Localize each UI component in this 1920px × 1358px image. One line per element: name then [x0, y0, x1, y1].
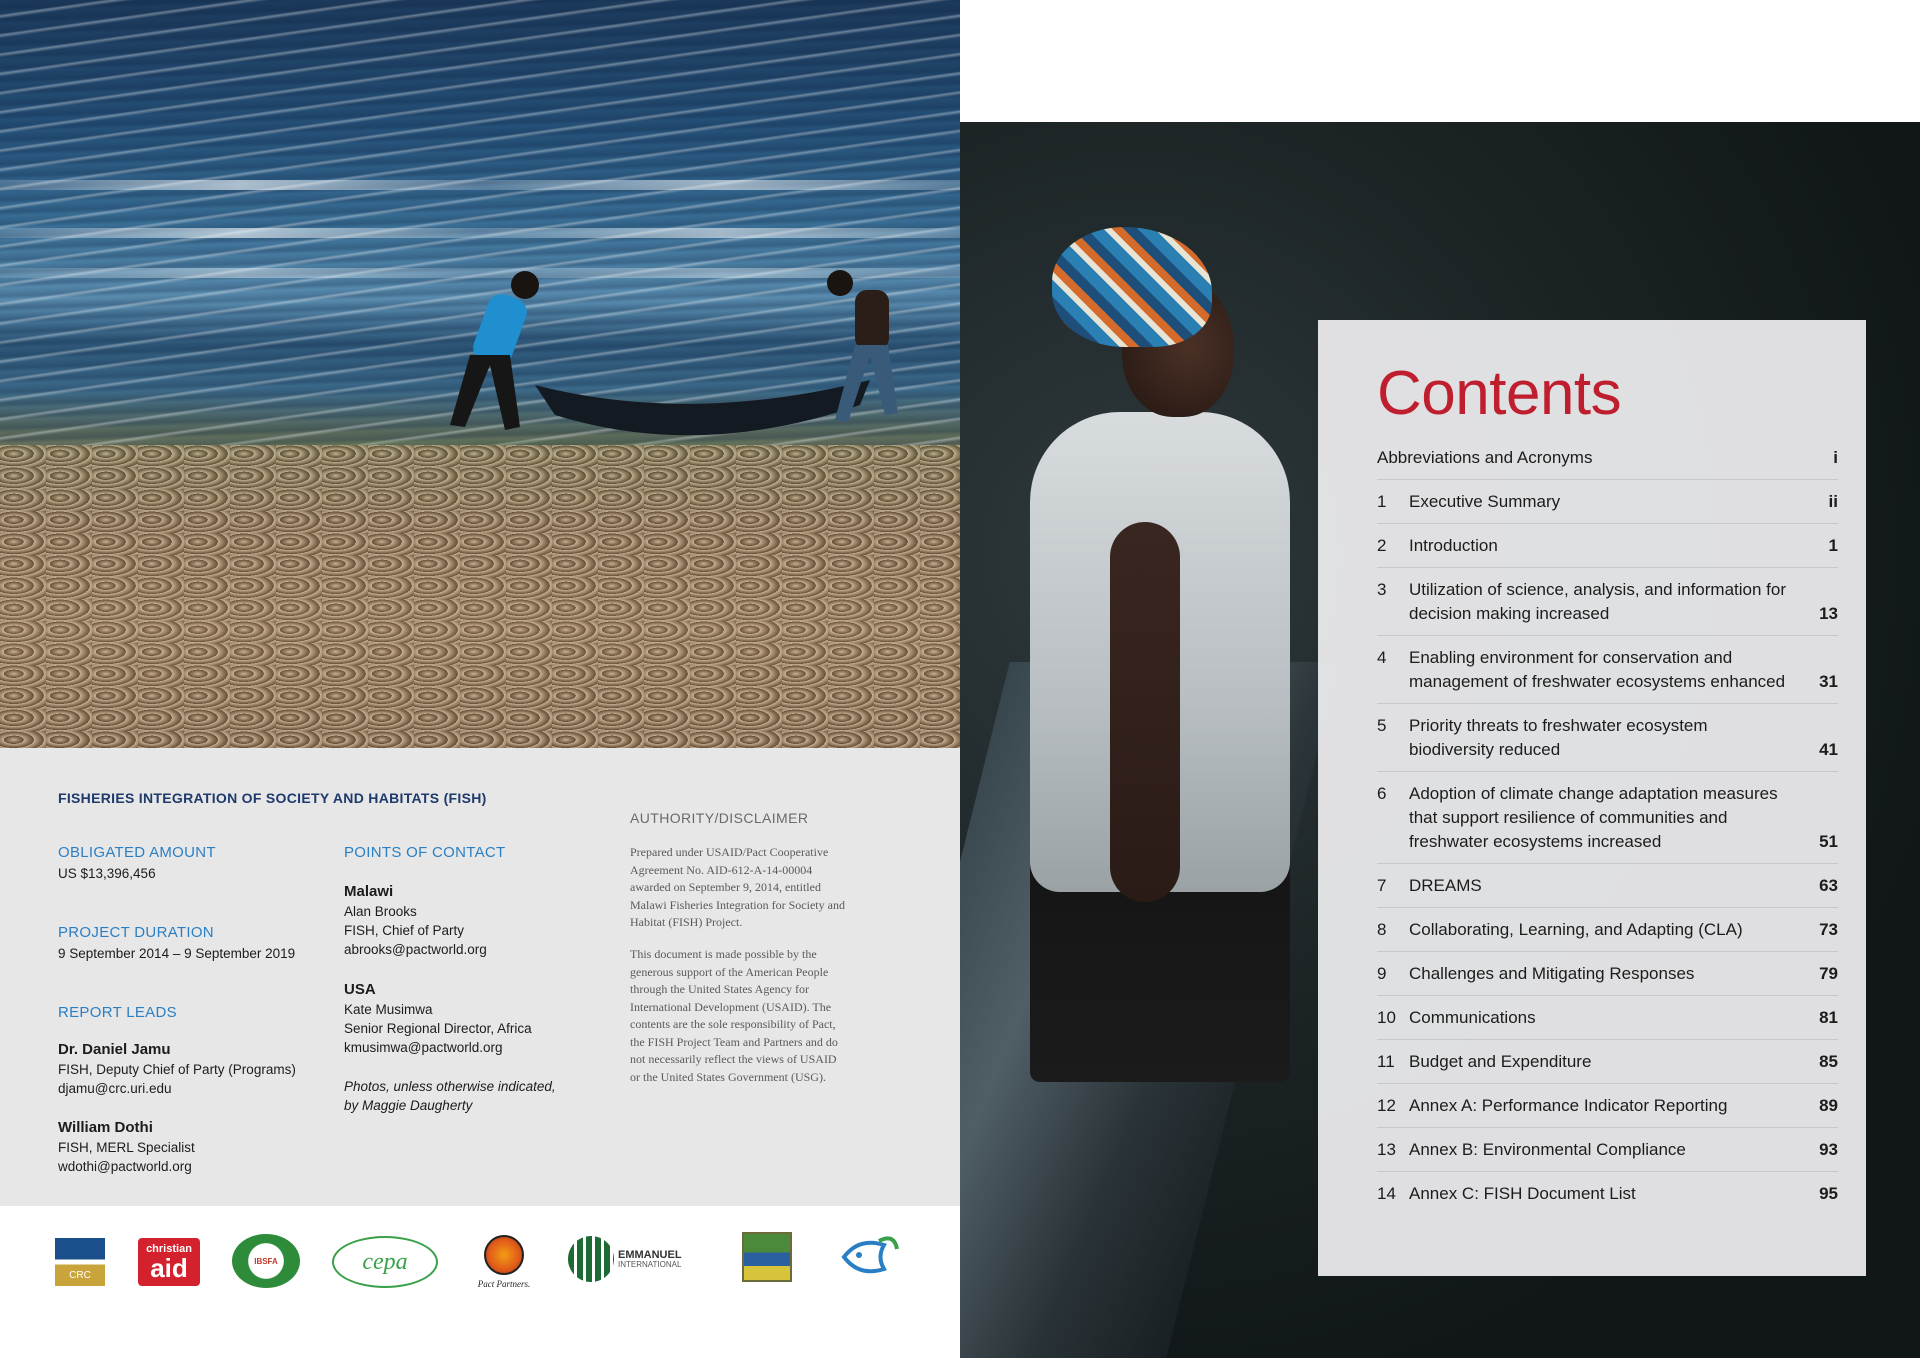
toc-entry-label: Budget and Expenditure: [1409, 1052, 1592, 1071]
toc-entry-page: 95: [1819, 1184, 1838, 1203]
contact-country: USA: [344, 981, 376, 998]
toc-entry-number: 1: [1377, 492, 1387, 511]
contact-role: Senior Regional Director, Africa: [344, 1021, 532, 1036]
toc-entry[interactable]: [1377, 772, 1838, 864]
disclaimer-line: This document is made possible by the: [630, 947, 817, 961]
contact-email[interactable]: abrooks@pactworld.org: [344, 942, 487, 957]
toc-entry-label: Priority threats to freshwater ecosystem biodiversity reduced: [1409, 716, 1708, 759]
toc-list: [1377, 436, 1838, 1215]
toc-entry[interactable]: [1377, 436, 1838, 480]
disclaimer-line: Habitat (FISH) Project.: [630, 915, 743, 929]
fish-project-logo: [838, 1230, 900, 1284]
disclaimer-line: Prepared under USAID/Pact Cooperative: [630, 845, 829, 859]
headwrap: [1052, 227, 1212, 347]
project-info-panel: [0, 748, 960, 1206]
emmanuel-international-logo: [568, 1234, 688, 1284]
toc-entry-page: 89: [1819, 1096, 1838, 1115]
contact-name: Kate Musimwa: [344, 1002, 433, 1017]
contact-email[interactable]: kmusimwa@pactworld.org: [344, 1040, 503, 1055]
photo-credit: by Maggie Daugherty: [344, 1098, 473, 1113]
toc-entry-number: 2: [1377, 536, 1387, 555]
disclaimer-line: Agreement No. AID-612-A-14-00004: [630, 862, 813, 877]
toc-entry-page: 63: [1819, 876, 1838, 895]
cepa-logo-text: cepa: [362, 1248, 408, 1275]
points-of-contact-heading: POINTS OF CONTACT: [344, 844, 506, 861]
project-duration-value: 9 September 2014 – 9 September 2019: [58, 946, 296, 961]
pact-partners-logo: [468, 1230, 540, 1294]
woman-arm: [1110, 522, 1180, 902]
toc-entry-label: Enabling environment for conservation and management of freshwater ecosystems enhanced: [1409, 648, 1786, 691]
toc-entry[interactable]: [1377, 480, 1838, 524]
toc-entry-label: DREAMS: [1409, 876, 1482, 895]
toc-entry-page: i: [1833, 448, 1838, 467]
ibsfa-logo-text: IBSFA: [254, 1256, 278, 1266]
toc-entry-number: 10: [1377, 1008, 1396, 1027]
toc-entry-number: 7: [1377, 876, 1387, 895]
toc-entry-page: 93: [1819, 1140, 1838, 1159]
photo-credit: Photos, unless otherwise indicated,: [344, 1079, 556, 1094]
crc-logo-text: CRC: [69, 1269, 91, 1281]
drying-fish: [0, 445, 960, 748]
toc-entry-label: Adoption of climate change adaptation measures that support resilience of communities and freshwater ecosystems increased: [1409, 784, 1778, 851]
toc-entry-number: 11: [1377, 1052, 1395, 1071]
toc-entry-label: Annex C: FISH Document List: [1409, 1184, 1636, 1203]
toc-entry-number: 5: [1377, 716, 1387, 735]
toc-entry[interactable]: [1377, 1084, 1838, 1128]
contact-country: Malawi: [344, 883, 394, 900]
report-lead-name: William Dothi: [58, 1119, 153, 1136]
disclaimer-line: awarded on September 9, 2014, entitled: [630, 880, 821, 894]
obligated-amount-heading: OBLIGATED AMOUNT: [58, 844, 216, 861]
emmanuel-globe-icon: [568, 1236, 614, 1282]
toc-entry-page: 1: [1828, 536, 1838, 555]
toc-entry[interactable]: [1377, 996, 1838, 1040]
toc-entry-label: Challenges and Mitigating Responses: [1409, 964, 1695, 983]
report-lead-name: Dr. Daniel Jamu: [58, 1041, 171, 1058]
report-lead-email[interactable]: wdothi@pactworld.org: [58, 1159, 192, 1174]
toc-entry-page: 81: [1819, 1008, 1838, 1027]
disclaimer-line: Malawi Fisheries Integration for Society and: [630, 897, 845, 912]
page-top-margin: [960, 0, 1920, 122]
disclaimer-line: the FISH Project Team and Partners and do: [630, 1034, 838, 1049]
table-of-contents: [1318, 320, 1866, 1276]
toc-entry-number: 3: [1377, 580, 1387, 599]
disclaimer-line: not necessarily reflect the views of USAID: [630, 1052, 837, 1066]
report-lead-email[interactable]: djamu@crc.uri.edu: [58, 1081, 172, 1096]
pact-partners-text: Pact Partners.: [477, 1279, 531, 1289]
toc-entry[interactable]: [1377, 1172, 1838, 1215]
toc-entry-label: Utilization of science, analysis, and information for decision making increased: [1409, 580, 1787, 623]
disclaimer-paragraph: [630, 946, 900, 1086]
disclaimer-line: or the United States Government (USG).: [630, 1069, 826, 1084]
crc-logo: [55, 1238, 105, 1286]
toc-entry[interactable]: [1377, 864, 1838, 908]
toc-entry-number: 6: [1377, 784, 1387, 803]
toc-entry[interactable]: [1377, 524, 1838, 568]
toc-entry-page: 41: [1819, 740, 1838, 759]
partner-logos: [0, 1206, 960, 1358]
toc-entry-label: Collaborating, Learning, and Adapting (CLA): [1409, 920, 1743, 939]
toc-entry-page: 79: [1819, 964, 1838, 983]
emmanuel-text: INTERNATIONAL: [618, 1259, 682, 1269]
disclaimer-line: generous support of the American People: [630, 964, 829, 979]
project-title: FISHERIES INTEGRATION OF SOCIETY AND HABITATS (FISH): [58, 790, 487, 806]
toc-entry-number: 9: [1377, 964, 1387, 983]
toc-entry-number: 14: [1377, 1184, 1396, 1203]
wave-foam: [0, 180, 960, 190]
disclaimer-line: International Development (USAID). The: [630, 999, 832, 1014]
toc-entry[interactable]: [1377, 908, 1838, 952]
obligated-amount-value: US $13,396,456: [58, 866, 156, 881]
toc-entry-page: 31: [1819, 672, 1838, 691]
toc-entry-label: Annex B: Environmental Compliance: [1409, 1140, 1686, 1159]
buffalo-icon: [484, 1235, 524, 1275]
report-lead-role: FISH, MERL Specialist: [58, 1140, 195, 1155]
toc-entry-page: 51: [1819, 832, 1838, 851]
disclaimer-paragraph: [630, 844, 900, 932]
toc-entry-page: 73: [1819, 920, 1838, 939]
toc-entry-page: 85: [1819, 1052, 1838, 1071]
christian-aid-text: christian: [146, 1242, 192, 1255]
fishermen-silhouette: [440, 255, 960, 470]
report-lead-role: FISH, Deputy Chief of Party (Programs): [58, 1062, 296, 1077]
disclaimer-heading: AUTHORITY/DISCLAIMER: [630, 810, 809, 826]
toc-entry-label: Abbreviations and Acronyms: [1377, 448, 1593, 467]
cepa-logo: [332, 1236, 438, 1288]
christian-aid-logo: [138, 1238, 200, 1286]
disclaimer-line: contents are the sole responsibility of Pact,: [630, 1017, 836, 1031]
ibsfa-logo: [232, 1234, 300, 1288]
toc-entry-page: ii: [1828, 492, 1838, 511]
toc-entry[interactable]: [1377, 952, 1838, 996]
toc-entry-number: 12: [1377, 1096, 1396, 1115]
report-leads-heading: REPORT LEADS: [58, 1004, 177, 1021]
toc-entry[interactable]: [1377, 704, 1838, 772]
contact-name: Alan Brooks: [344, 904, 417, 919]
toc-entry-number: 8: [1377, 920, 1387, 939]
project-duration-heading: PROJECT DURATION: [58, 924, 214, 941]
emmanuel-text: EMMANUEL: [618, 1248, 682, 1261]
toc-entry[interactable]: [1377, 568, 1838, 636]
lake-shore-photo: [0, 0, 960, 748]
toc-entry-number: 4: [1377, 648, 1387, 667]
contents-title: Contents: [1377, 359, 1622, 428]
contact-role: FISH, Chief of Party: [344, 923, 465, 938]
fish-icon: [839, 1231, 899, 1283]
disclaimer-line: through the United States Agency for: [630, 982, 809, 996]
toc-entry-label: Communications: [1409, 1008, 1536, 1027]
wave-foam: [0, 228, 960, 238]
toc-entry-label: Introduction: [1409, 536, 1498, 555]
toc-entry-page: 13: [1819, 604, 1838, 623]
toc-entry[interactable]: [1377, 1040, 1838, 1084]
toc-entry-number: 13: [1377, 1140, 1396, 1159]
christian-aid-text: aid: [150, 1252, 188, 1283]
toc-entry[interactable]: [1377, 1128, 1838, 1172]
district-crest-logo: [742, 1232, 792, 1282]
toc-entry-label: Executive Summary: [1409, 492, 1561, 511]
toc-entry[interactable]: [1377, 636, 1838, 704]
toc-entry-label: Annex A: Performance Indicator Reporting: [1409, 1096, 1728, 1115]
